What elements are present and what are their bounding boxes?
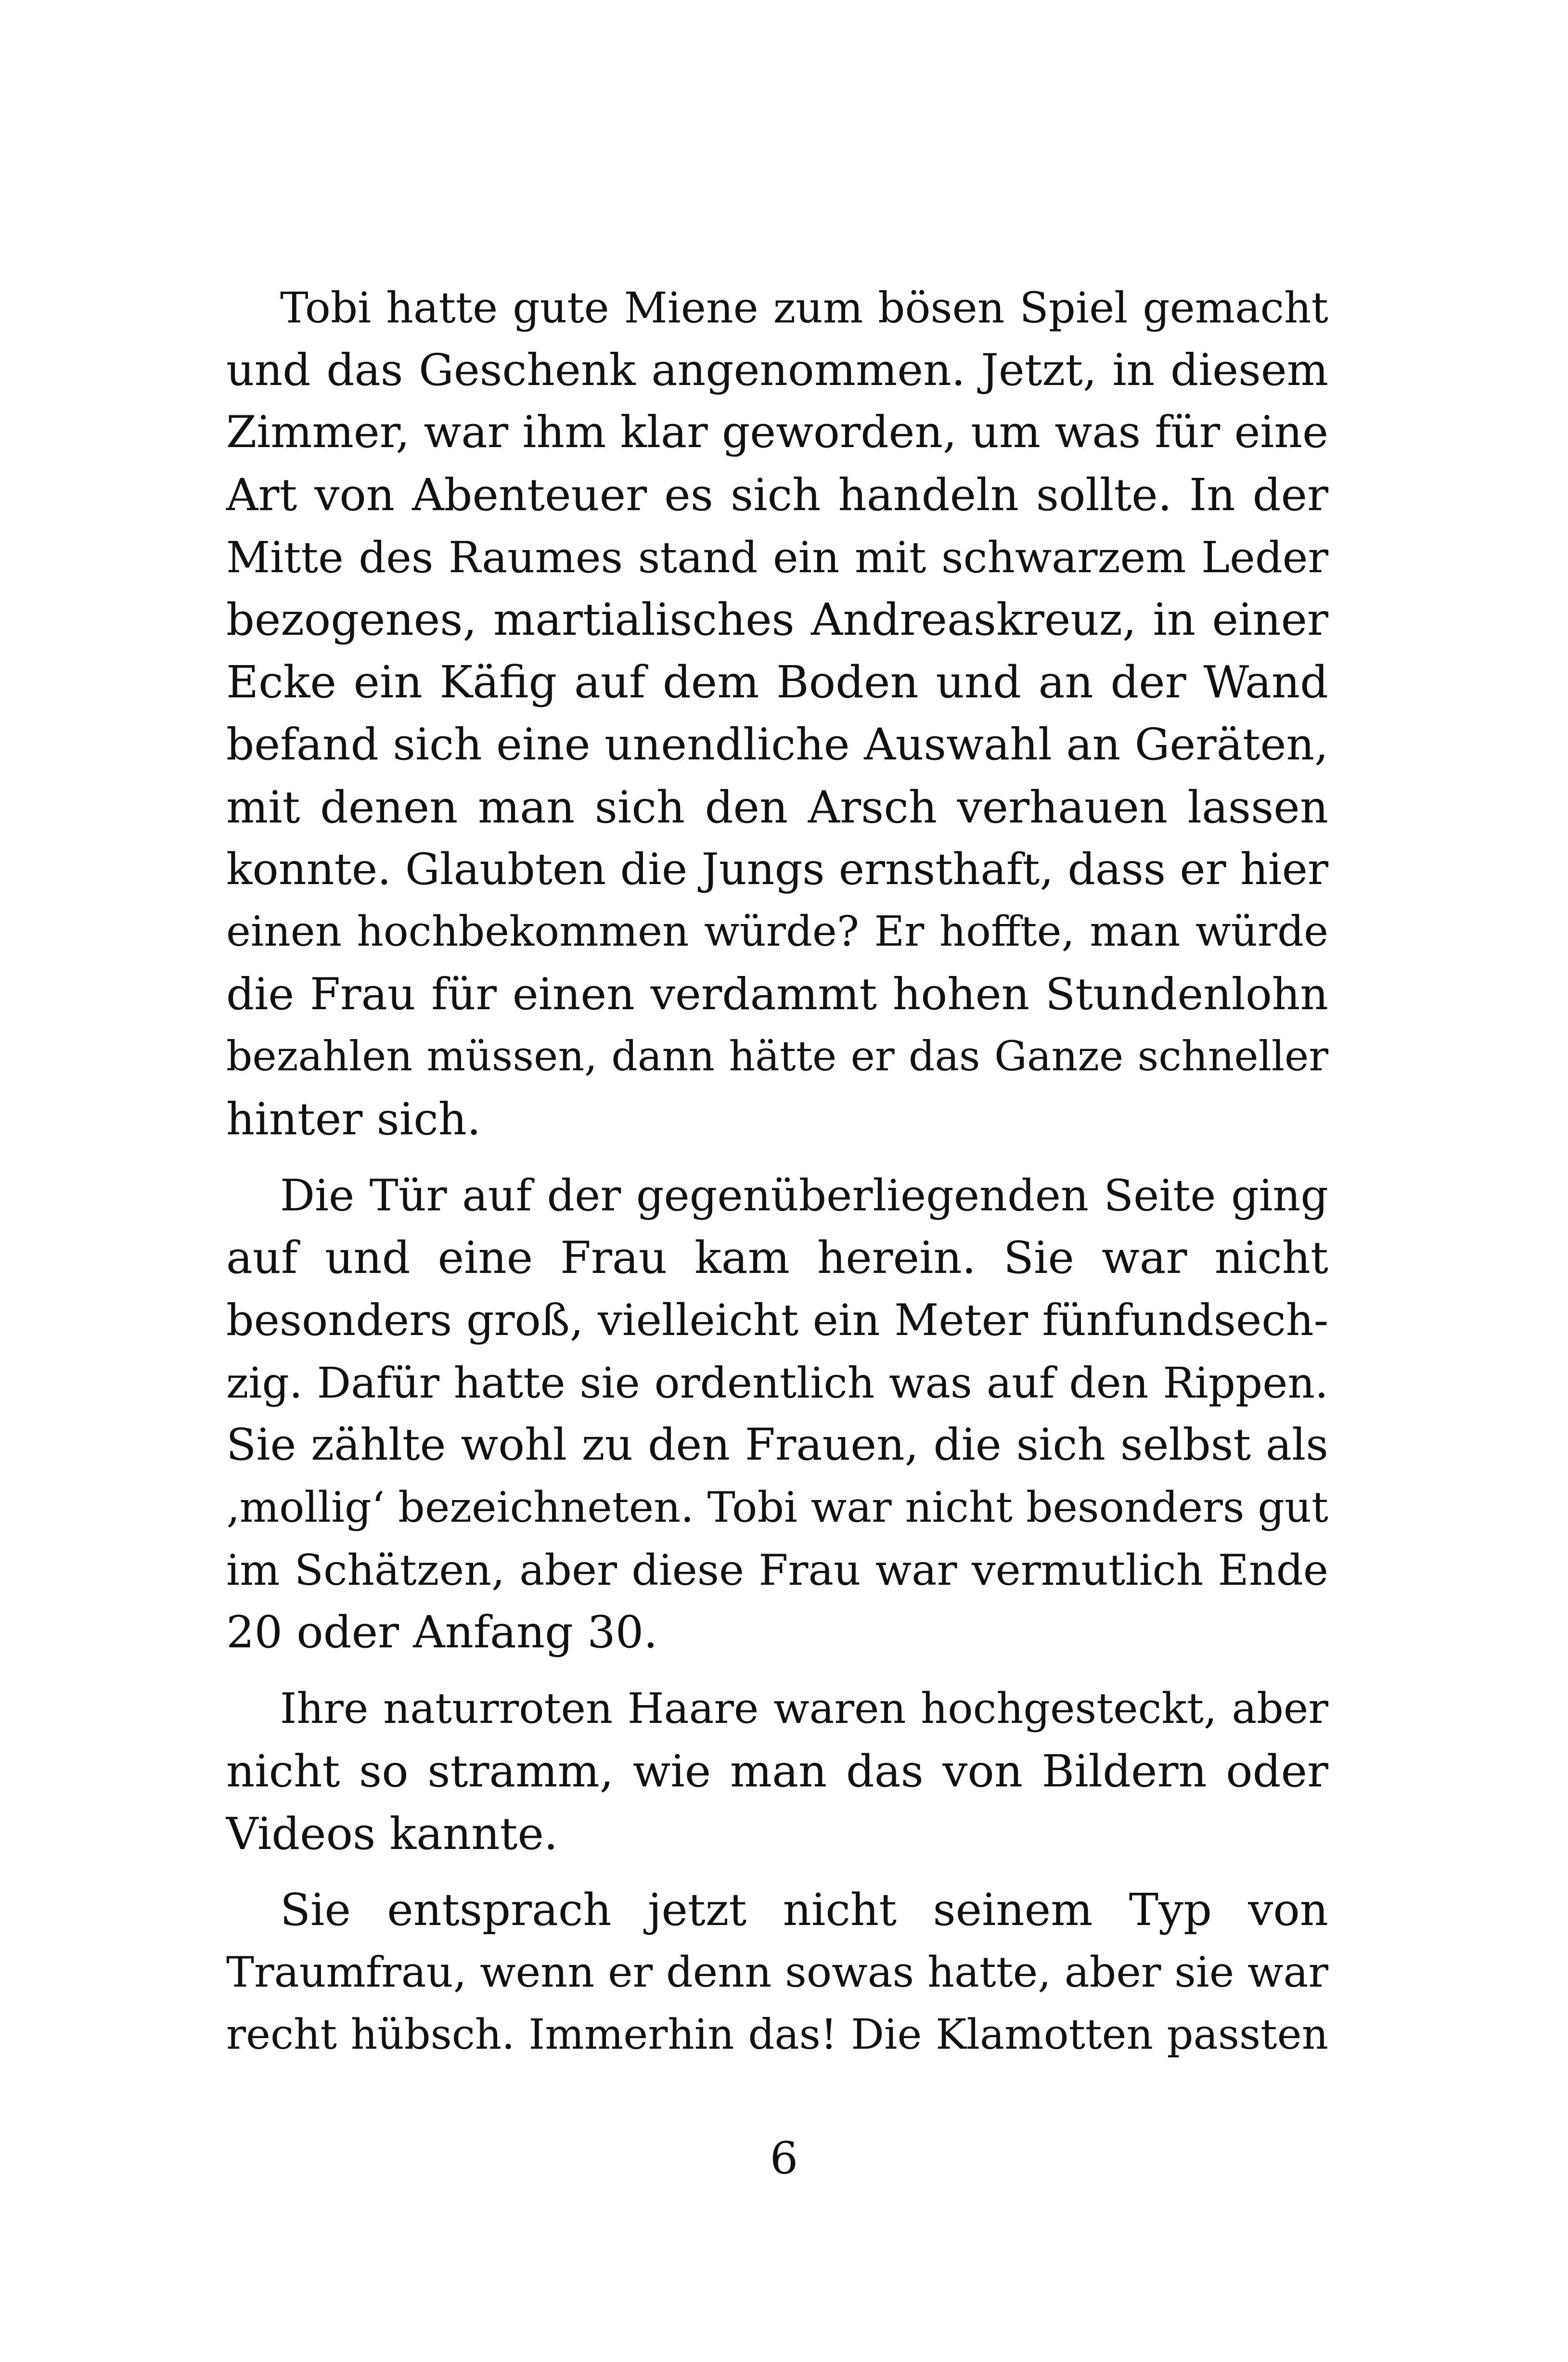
page-number: 6 <box>770 2132 798 2184</box>
text-line: einen hochbekommen würde? Er hoffte, man würde <box>226 907 1328 956</box>
text-line: besonders groß, vielleicht ein Meter fünfundsech- <box>226 1295 1328 1346</box>
text-line: auf und eine Frau kam herein. Sie war nicht <box>226 1232 1328 1284</box>
text-line: Sie zählte wohl zu den Frauen, die sich selbst als <box>226 1420 1328 1471</box>
text-line: bezogenes, martialisches Andreaskreuz, in einer <box>226 594 1328 646</box>
text-line: Art von Abenteuer es sich handeln sollte. In der <box>226 469 1328 521</box>
text-line: konnte. Glaubten die Jungs ernsthaft, dass er hier <box>226 844 1328 895</box>
text-line: 20 oder Anfang 30. <box>226 1606 658 1658</box>
text-line: die Frau für einen verdammt hohen Stundenlohn <box>226 969 1328 1020</box>
text-line: Ecke ein Käfig auf dem Boden und an der Wand <box>226 656 1328 708</box>
text-line: Mitte des Raumes stand ein mit schwarzem Leder <box>226 532 1328 582</box>
paragraph-3 <box>226 1678 1328 1865</box>
text-line: hinter sich. <box>226 1093 481 1145</box>
text-line: recht hübsch. Immerhin das! Die Klamotten passten <box>226 2010 1328 2059</box>
paragraph-2 <box>226 1165 1328 1664</box>
text-line: befand sich eine unendliche Auswahl an Geräten, <box>226 719 1328 770</box>
text-line: im Schätzen, aber diese Frau war vermutlich Ende <box>226 1545 1328 1595</box>
text-line: bezahlen müssen, dann hätte er das Ganze schneller <box>226 1033 1328 1081</box>
paragraph-1 <box>226 277 1328 1151</box>
text-line: Sie entsprach jetzt nicht seinem Typ von <box>280 1884 1328 1936</box>
text-line: Videos kannte. <box>226 1808 558 1860</box>
paragraph-4 <box>226 1879 1328 2066</box>
text-line: ‚mollig‘ bezeichneten. Tobi war nicht besonders gut <box>226 1483 1328 1532</box>
text-line: Traumfrau, wenn er denn sowas hatte, aber sie war <box>226 1947 1328 1997</box>
text-line: Tobi hatte gute Miene zum bösen Spiel gemacht <box>280 283 1328 333</box>
body-text <box>226 277 1328 2066</box>
text-line: Zimmer, war ihm klar geworden, um was für eine <box>226 407 1328 458</box>
text-line: zig. Dafür hatte sie ordentlich was auf den Rippen. <box>226 1358 1328 1408</box>
text-line: nicht so stramm, wie man das von Bildern oder <box>226 1745 1328 1797</box>
text-line: und das Geschenk angenommen. Jetzt, in diesem <box>226 345 1328 396</box>
text-line: mit denen man sich den Arsch verhauen lassen <box>226 781 1328 833</box>
text-line: Die Tür auf der gegenüberliegenden Seite ging <box>280 1170 1328 1221</box>
text-line: Ihre naturroten Haare waren hochgesteckt, aber <box>280 1684 1328 1733</box>
